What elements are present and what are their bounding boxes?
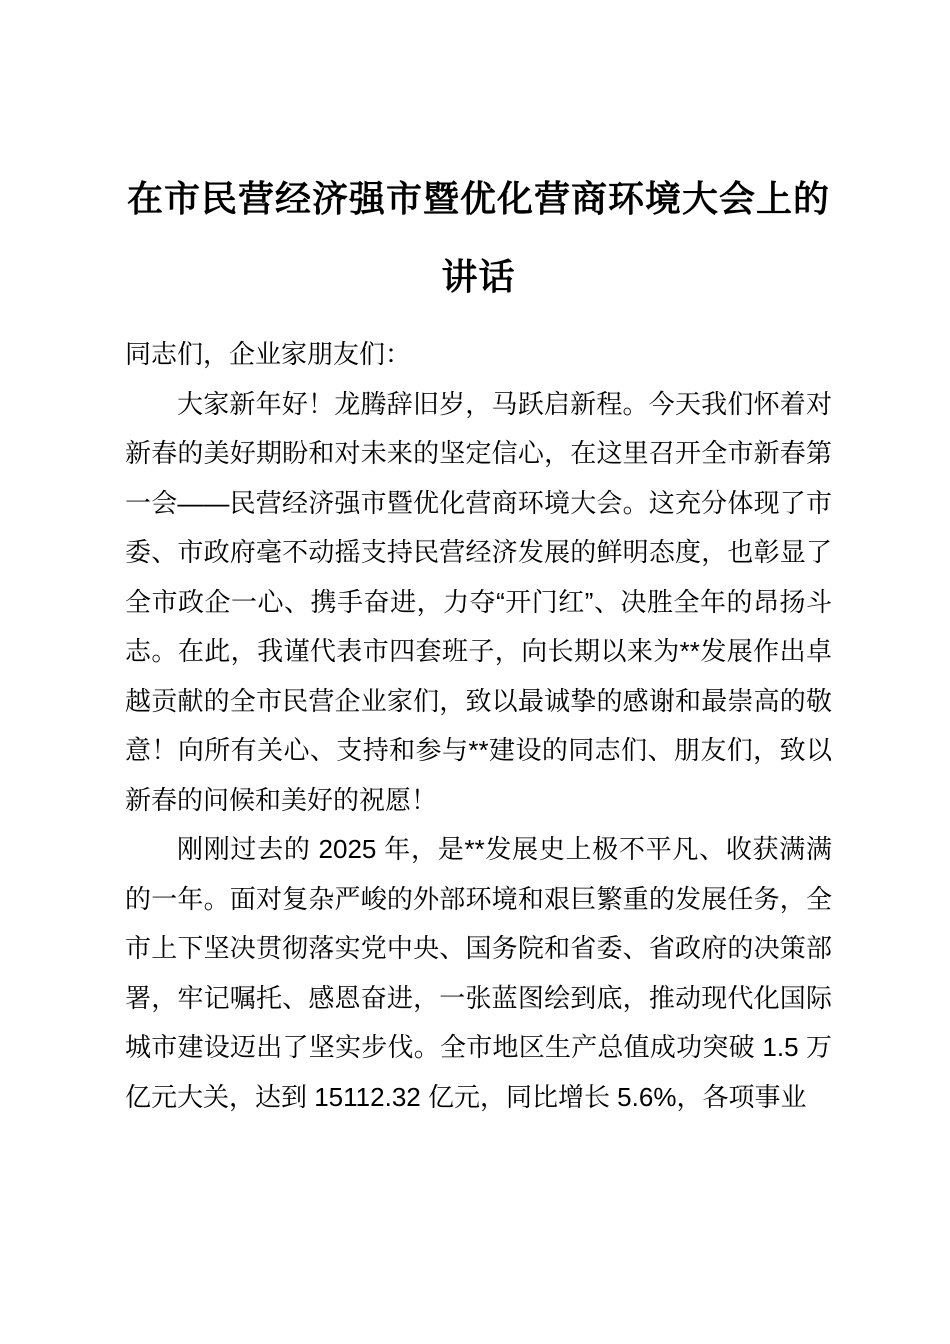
paragraph-greeting: 大家新年好！龙腾辞旧岁，马跃启新程。今天我们怀着对新春的美好期盼和对未来的坚定信心，在这里召开全市新春第一会——民营经济强市暨优化营商环境大会。这充分体现了市委、市政府毫不动摇支持民营经济发展的鲜明态度，也彰显了全市政企一心、携手奋进，力夺“开门红”、决胜全年的昂扬斗志。在此，我谨代表市四套班子，向长期以来为**发展作出卓越贡献的全市民营企业家们，致以最诚挚的感谢和最崇高的敬意！向所有关心、支持和参与**建设的同志们、朋友们，致以新春的问候和美好的祝愿！ (125, 388, 832, 815)
paragraph-salutation: 同志们，企业家朋友们： (125, 339, 412, 369)
document-body (125, 330, 832, 1122)
paragraph-year-review: 刚刚过去的 2025 年，是**发展史上极不平凡、收获满满的一年。面对复杂严峻的外部环境和艰巨繁重的发展任务，全市上下坚决贯彻落实党中央、国务院和省委、省政府的决策部署，牢记嘱托、感恩奋进，一张蓝图绘到底，推动现代化国际城市建设迈出了坚实步伐。全市地区生产总值成功突破 1.5 万亿元大关，达到 15112.32 亿元，同比增长 5.6%，各项事业 (125, 834, 832, 1112)
document-title: 在市民营经济强市暨优化营商环境大会上的讲话 (126, 178, 830, 297)
